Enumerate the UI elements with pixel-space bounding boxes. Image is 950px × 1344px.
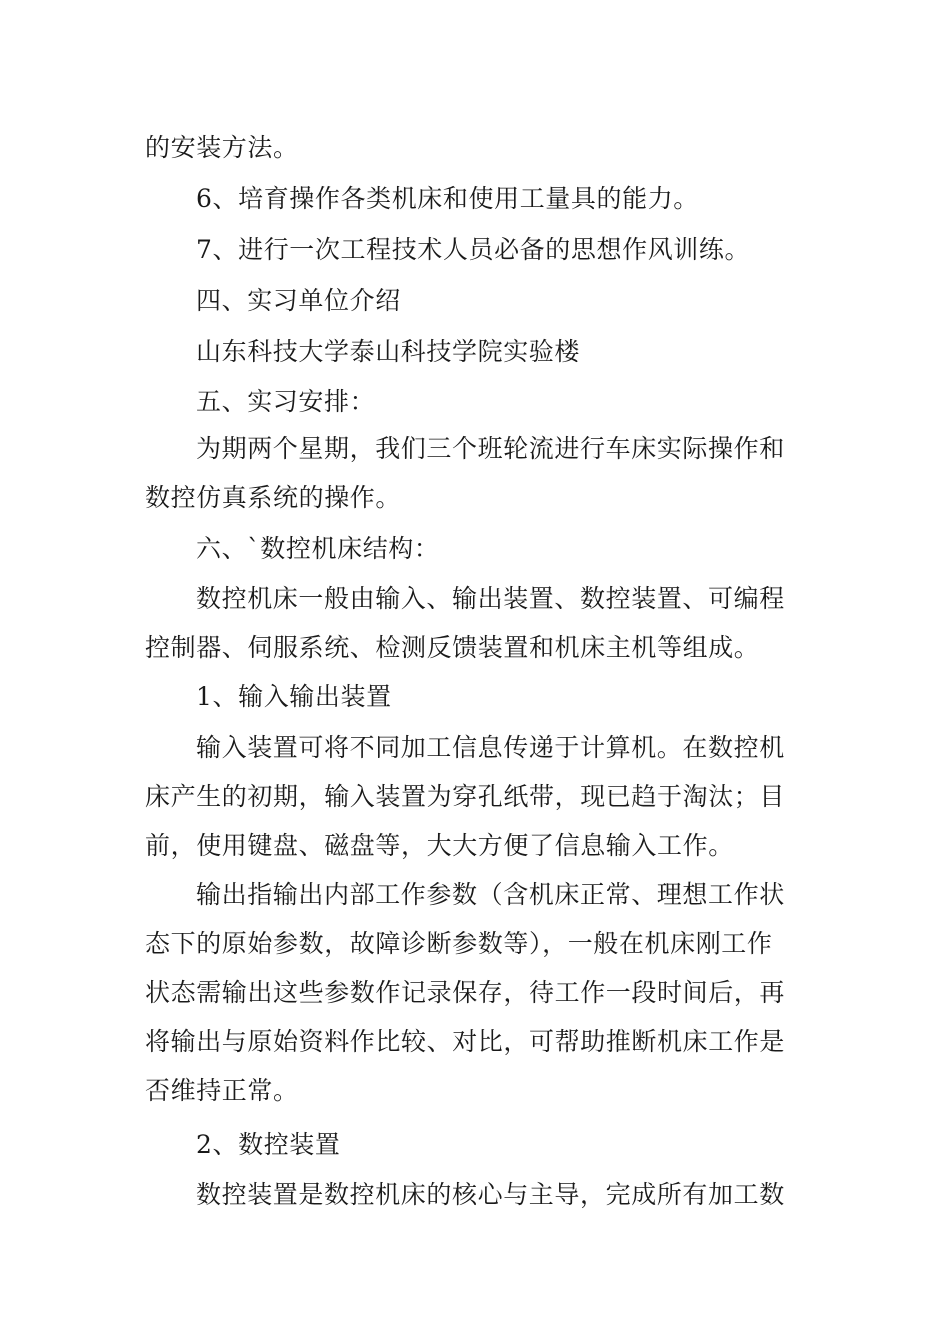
text-line: 的安装方法。 <box>145 133 299 162</box>
text-line: 数控装置是数控机床的核心与主导，完成所有加工数 <box>196 1180 785 1209</box>
text-line: 态下的原始参数，故障诊断参数等），一般在机床刚工作 <box>145 929 773 958</box>
section-heading: 六、`数控机床结构： <box>196 534 440 563</box>
subsection-heading: 1、输入输出装置 <box>196 682 392 711</box>
text-line: 数控机床一般由输入、输出装置、数控装置、可编程 <box>196 584 785 613</box>
text-line: 输入装置可将不同加工信息传递于计算机。在数控机 <box>196 733 785 762</box>
text-line: 控制器、伺服系统、检测反馈装置和机床主机等组成。 <box>145 633 760 662</box>
text-line: 输出指输出内部工作参数（含机床正常、理想工作状 <box>196 880 785 909</box>
text-line: 6、培育操作各类机床和使用工量具的能力。 <box>196 184 699 213</box>
text-line: 为期两个星期，我们三个班轮流进行车床实际操作和 <box>196 434 785 463</box>
text-line: 7、进行一次工程技术人员必备的思想作风训练。 <box>196 235 751 264</box>
section-heading: 四、实习单位介绍 <box>196 286 401 315</box>
text-line: 山东科技大学泰山科技学院实验楼 <box>196 337 581 366</box>
text-line: 将输出与原始资料作比较、对比，可帮助推断机床工作是 <box>145 1027 786 1056</box>
text-line: 否维持正常。 <box>145 1076 299 1105</box>
text-line: 床产生的初期，输入装置为穿孔纸带，现已趋于淘汰；目 <box>145 782 786 811</box>
subsection-heading: 2、数控装置 <box>196 1130 341 1159</box>
text-line: 前，使用键盘、磁盘等，大大方便了信息输入工作。 <box>145 831 734 860</box>
text-line: 数控仿真系统的操作。 <box>145 483 402 512</box>
section-heading: 五、实习安排： <box>196 387 376 416</box>
text-line: 状态需输出这些参数作记录保存，待工作一段时间后，再 <box>145 978 786 1007</box>
